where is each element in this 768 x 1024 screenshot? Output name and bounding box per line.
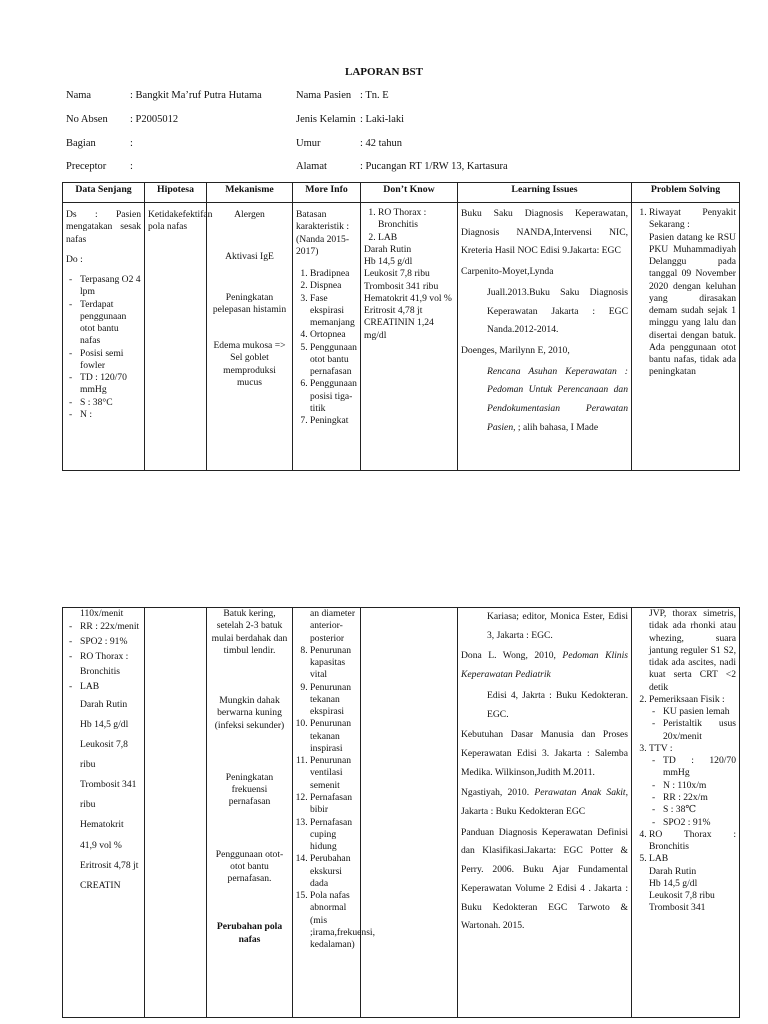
label-nama: Nama: [66, 90, 92, 101]
value-nama-pasien: : Tn. E: [360, 90, 389, 101]
list-item: - TD : 120/70 mmHg: [80, 372, 141, 397]
list-item: - Posisi semi fowler: [80, 348, 141, 373]
label-bagian: Bagian: [66, 138, 96, 149]
reference: Ngastiyah, 2010.: [461, 787, 530, 799]
list-item: [649, 207, 736, 379]
lab-line: Hematokrit 41,9 vol %: [80, 819, 124, 851]
label-no-absen: No Absen: [66, 114, 108, 125]
list-item: 2. LAB: [378, 232, 454, 244]
list-item: 5. Penggunaan otot bantu pernafasan: [310, 342, 357, 379]
list-item: - Terdapat penggunaan otot bantu nafas: [80, 299, 141, 348]
list-item: 12. Pernafasan bibir: [310, 792, 357, 817]
list-item: - LAB: [80, 680, 141, 695]
reference-italic: Pedoman Klinis Keperawatan Pediatrik: [461, 650, 628, 681]
list-item: - KU pasien lemah: [663, 706, 736, 718]
lab-line: Leukosit 7,8 ribu: [364, 268, 430, 280]
ds-text: Ds : Pasien mengatakan sesak nafas: [66, 209, 141, 245]
col-mekanisme: Mekanisme: [207, 183, 293, 203]
list-item: - RR : 22x/m: [663, 792, 736, 804]
label-alamat: Alamat: [296, 161, 327, 172]
cell-dont-know: [361, 203, 458, 471]
hipotesa-text: Ketidakefektifan pola nafas: [148, 209, 213, 233]
cell-dont-know: [361, 608, 458, 1018]
list-item: 1. RO Thorax : Bronchitis: [378, 207, 454, 232]
list-item: - RR : 22x/menit: [80, 620, 141, 635]
do-text: Do :: [66, 253, 83, 265]
value-bagian: :: [130, 138, 133, 149]
lab-line: Hb 14,5 g/dl: [364, 256, 413, 268]
table-header-row: [63, 183, 740, 203]
lab-line: Trombosit 341 ribu: [364, 280, 439, 292]
col-learning-issues: Learning Issues: [458, 183, 632, 203]
mekanisme-step: Perubahan pola nafas: [216, 921, 283, 945]
mekanisme-step: Alergen: [234, 209, 265, 220]
problem-body: Pasien datang ke RSU PKU Muhammadiyah Delanggu pada tanggal 09 November 2020 dengan keluhan yang dirasakan demam sudah sejak 1 minggu yang lalu dan disertai dengan batuk. Ada penggunaan otot bantu nafas, tidak ada peningkatan: [649, 231, 736, 378]
col-more-info: More Info: [293, 183, 361, 203]
cell-problem-solving: [632, 203, 740, 471]
problem-title: Riwayat Penyakit Sekarang :: [649, 207, 736, 231]
cell-learning-issues: [458, 203, 632, 471]
do-list: [66, 620, 141, 694]
list-item: - S : 38℃: [663, 804, 736, 816]
reference: Juall.2013.Buku Saku Diagnosis Keperawatan Jakarta : EGC Nanda.2012-2014.: [487, 286, 628, 336]
bst-table-page2: [62, 607, 740, 1018]
list-item: 14. Perubahan ekskursi dada: [310, 853, 357, 890]
more-info-list: [296, 268, 357, 427]
do-list: [66, 274, 141, 421]
col-data-senjang: Data Senjang: [63, 183, 145, 203]
lab-line: Leukosit 7,8 ribu: [80, 738, 128, 770]
mekanisme-step: Batuk kering, setelah 2-3 batuk mulai berdahak dan timbul lendir.: [211, 608, 288, 656]
list-item: - S : 38°C: [80, 397, 141, 409]
cell-more-info: [293, 203, 361, 471]
lab-line: Leukosit 7,8 ribu: [649, 890, 715, 902]
list-item: 1. Bradipnea: [310, 268, 357, 280]
label-umur: Umur: [296, 138, 321, 149]
mekanisme-step: Aktivasi IgE: [225, 251, 274, 263]
list-item: [649, 743, 736, 829]
list-item: - Terpasang O2 4 lpm: [80, 274, 141, 299]
ttv-list: [649, 755, 736, 829]
list-item: - SPO2 : 91%: [663, 817, 736, 829]
list-item: 11. Penurunan ventilasi semenit: [310, 755, 357, 792]
list-item: - N : 110x/m: [663, 780, 736, 792]
lab-line: Darah Rutin: [364, 243, 412, 255]
label-jenis-kelamin: Jenis Kelamin: [296, 114, 356, 125]
problem-title: Pemeriksaan Fisik :: [649, 693, 725, 705]
col-problem-solving: Problem Solving: [632, 183, 740, 203]
problem-list: [635, 207, 736, 379]
col-hipotesa: Hipotesa: [145, 183, 207, 203]
reference-italic: Rencana Asuhan Keperawatan : Pedoman Untuk Perencanaan dan Pendokumentasian Perawatan Pasien,: [487, 365, 628, 433]
cell-hipotesa: [145, 608, 207, 1018]
cell-learning-issues: [458, 608, 632, 1018]
label-preceptor: Preceptor: [66, 161, 107, 172]
mekanisme-step: Peningkatan frekuensi pernafasan: [225, 771, 274, 808]
list-item: - RO Thorax : Bronchitis: [80, 650, 141, 680]
list-item: 2. Dispnea: [310, 280, 357, 292]
list-item: - SPO2 : 91%: [80, 635, 141, 650]
list-item: 9. Penurunan tekanan ekspirasi: [310, 682, 357, 719]
list-item: - TD : 120/70 mmHg: [663, 755, 736, 780]
cell-more-info: [293, 608, 375, 1018]
list-item: 7. Peningkat: [310, 415, 357, 427]
lab-results: [635, 866, 736, 915]
value-alamat: : Pucangan RT 1/RW 13, Kartasura: [360, 161, 508, 172]
reference: Buku Saku Diagnosis Keperawatan, Diagnosis NANDA,Intervensi NIC, Kreteria Hasil NOC Edisi 9.Jakarta: EGC: [461, 208, 628, 257]
list-item: 3. Fase ekspirasi memanjang: [310, 293, 357, 330]
list-item: [649, 694, 736, 743]
more-info-lead: an diameter anterior-posterior: [310, 608, 356, 644]
lab-line: Darah Rutin: [649, 865, 697, 877]
cell-data-senjang: [63, 608, 145, 1018]
reference: Edisi 4, Jakrta : Buku Kedokteran. EGC.: [487, 689, 628, 720]
bst-table-page1: [62, 182, 740, 471]
cell-data-senjang: [63, 203, 145, 471]
lab-line: Hb 14,5 g/dl: [80, 718, 129, 730]
lab-results: [364, 244, 454, 342]
label-nama-pasien: Nama Pasien: [296, 90, 352, 101]
value-no-absen: : P2005012: [130, 114, 179, 125]
mekanisme-step: Penggunaan otot-otot bantu pernafasan.: [215, 848, 284, 885]
more-info-list: [296, 644, 375, 952]
mekanisme-step: Edema mukosa => Sel goblet memproduksi mucus: [213, 340, 286, 388]
problem-title: TTV :: [649, 742, 673, 754]
list-item: 13. Pernafasan cuping hidung: [310, 817, 357, 854]
value-nama: : Bangkit Ma’ruf Putra Hutama: [130, 90, 262, 101]
list-item: 4. Ortopnea: [310, 329, 357, 341]
col-dont-know: Don’t Know: [361, 183, 458, 203]
problem-list: [635, 694, 736, 866]
reference: Doenges, Marilynn E, 2010,: [461, 344, 570, 356]
reference: ; alih bahasa, I Made: [517, 421, 599, 433]
list-item: 5. LAB: [649, 853, 736, 865]
lab-line: Eritrosit 4,78 jt: [80, 859, 139, 871]
lab-line: Trombosit 341: [649, 902, 706, 914]
cell-mekanisme: [207, 608, 293, 1018]
lab-line: Trombosit 341 ribu: [80, 779, 137, 811]
value-umur: : 42 tahun: [360, 138, 402, 149]
list-item: 15. Pola nafas abnormal (mis ;irama,frekuensi, kedalaman): [310, 890, 357, 951]
list-item: - N :: [80, 409, 141, 421]
list-item: 4. RO Thorax : Bronchitis: [649, 829, 736, 854]
reference: Panduan Diagnosis Keperawatan Definisi dan Klasifikasi.Jakarta: EGC Potter & Perry. 2006. Buku Ajar Fundamental Keperawatan Volume 2 Edisi 4 . Jakarta : Buku Kedokteran EGC Tarwoto & Wartonah. 2015.: [461, 826, 628, 932]
mekanisme-step: Peningkatan pelepasan histamin: [212, 291, 287, 315]
report-title: LAPORAN BST: [345, 66, 423, 78]
lab-line: Hematokrit 41,9 vol %: [364, 292, 452, 304]
value-jenis-kelamin: : Laki-laki: [360, 114, 405, 125]
fisik-list: [649, 706, 736, 743]
dont-know-list: [364, 207, 454, 244]
list-item: 8. Penurunan kapasitas vital: [310, 645, 357, 682]
lab-line: Hb 14,5 g/dl: [649, 877, 698, 889]
reference: Kebutuhan Dasar Manusia dan Proses Keperawatan Edisi 3. Jakarta : Salemba Medika. Wilkinson,Judith M.2011.: [461, 729, 628, 778]
cell-hipotesa: [145, 203, 213, 471]
reference: Jakarta : Buku Kedokteran EGC: [461, 806, 586, 818]
more-info-intro: Batasan karakteristik : (Nanda 2015-2017): [296, 209, 350, 257]
lab-line: CREATIN: [80, 879, 121, 891]
ds-lead: 110x/menit: [80, 608, 124, 619]
lab-line: Darah Rutin: [80, 698, 128, 710]
list-item: - Peristaltik usus 20x/menit: [663, 718, 736, 743]
reference: Carpenito-Moyet,Lynda: [461, 266, 554, 278]
reference: Dona L. Wong, 2010,: [461, 650, 556, 662]
table-row: [63, 608, 740, 1018]
lab-line: CREATININ 1,24 mg/dl: [364, 317, 434, 341]
problem-lead: JVP, thorax simetris, tidak ada rhonki atau whezing, suara jantung reguler S1 S2, tidak ada ascites, nadi kuat serta CRT <2 detik: [649, 608, 736, 693]
lab-results: [66, 695, 141, 896]
reference-italic: Perawatan Anak Sakit,: [534, 787, 628, 799]
mekanisme-step: Mungkin dahak berwarna kuning (infeksi sekunder): [214, 695, 285, 731]
table-row: [63, 203, 740, 471]
cell-problem-solving: [632, 608, 740, 1018]
cell-mekanisme: [207, 203, 293, 471]
value-preceptor: :: [130, 161, 133, 172]
reference: Kariasa; editor, Monica Ester, Edisi 3, Jakarta : EGC.: [487, 611, 628, 641]
list-item: 6. Penggunaan posisi tiga-titik: [310, 378, 357, 415]
lab-line: Eritrosit 4,78 jt: [364, 305, 423, 317]
list-item: 10. Penurunan tekanan inspirasi: [310, 718, 357, 755]
